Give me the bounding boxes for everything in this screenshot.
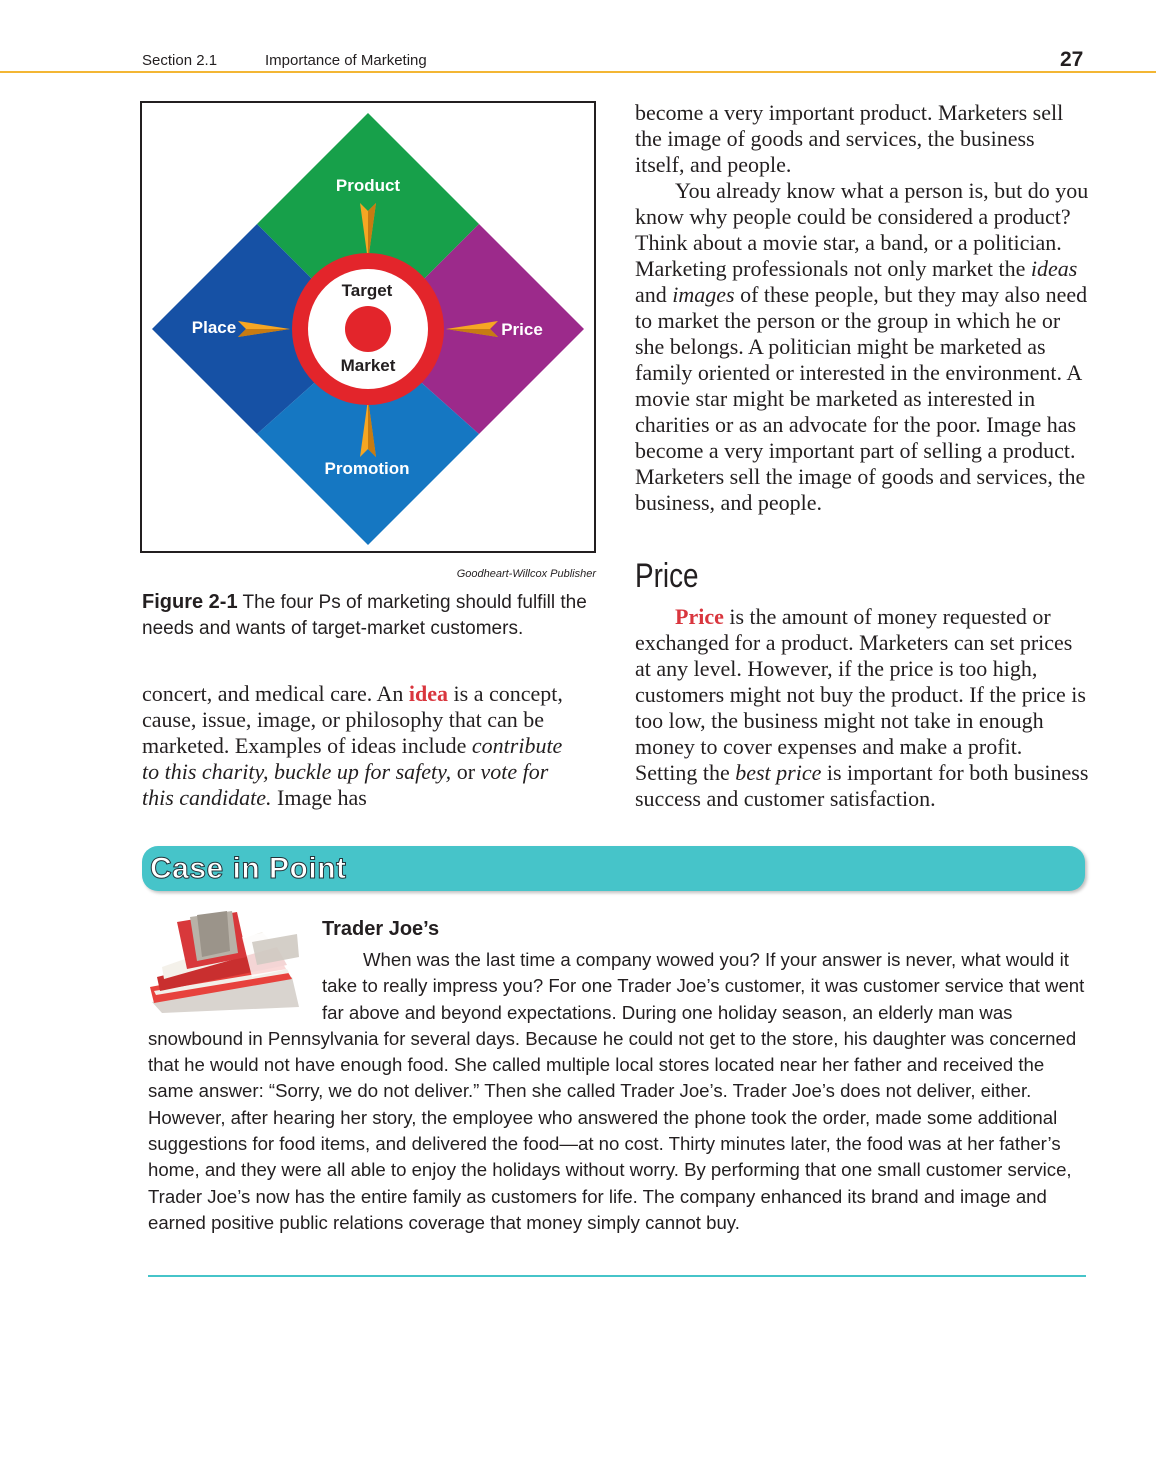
figure-four-ps [140,101,596,553]
price-heading: Price [635,557,699,595]
figure-caption-label: Figure 2-1 [142,591,238,613]
label-price: Price [501,320,543,339]
label-target: Target [341,281,393,300]
term-idea: idea [408,681,449,706]
price-paragraph: Price is the amount of money requested or exchanged for a product. Marketers can set prices at any level. However, if the price is too high, customers might not buy the product. If the price is too low, the business might not take in enough money to cover expenses and make a profit. Setting the best price is important for both business success and customer satisfaction. [635,604,1089,811]
case-bottom-rule [148,1275,1086,1277]
figure-caption [142,589,602,642]
page-number: 27 [1060,48,1084,71]
people-paragraph: You already know what a person is, but do you know why people could be considered a product? Think about a movie star, a band, or a politician. Marketing professionals not only market the ideas and images of these people, but they may also need to market the person or the group in which he or she belongs. A politician might be marketed as family oriented or interested in the environment. A movie star might be marketed as interested in charities or as an advocate for the poor. Image has become a very important part of selling a product. Marketers sell the image of goods and services, the business, and people. [635,178,1089,515]
header-rule [0,71,1156,73]
price-section [635,604,1089,812]
case-in-point-title: Case in Point [150,852,347,885]
section-number: Section 2.1 [142,52,218,69]
label-product: Product [335,176,401,195]
section-title: Importance of Marketing [265,52,427,69]
case-title: Trader Joe’s [322,918,440,940]
case-body [148,947,1088,1236]
label-place: Place [191,318,237,337]
idea-paragraph: concert, and medical care. An idea is a concept, cause, issue, image, or philosophy that can be marketed. Examples of ideas include contribute to this charity, buckle up for safety, or vote for this candidate. Image has [142,681,563,810]
four-ps-diagram [140,101,596,553]
figure-caption-text: The four Ps of marketing should fulfill the needs and wants of target-market customers. [142,592,587,639]
figure-credit: Goodheart-Willcox Publisher [456,568,596,580]
left-column-text [142,681,582,811]
right-column-text [635,100,1089,516]
image-paragraph-end: become a very important product. Marketers sell the image of goods and services, the business itself, and people. [635,100,1064,177]
case-paragraph: When was the last time a company wowed you? If your answer is never, what would it take to really impress you? For one Trader Joe’s customer, it was customer service that went far above and beyond expectations. During one holiday season, an elderly man was snowbound in Pennsylvania for several days. Because he could not get to the store, his daughter was concerned that he would not have enough food. She called multiple local stores located near her father and received the same answer: “Sorry, we do not deliver.” Then she called Trader Joe’s. Trader Joe’s does not deliver, either. However, after hearing her story, the employee who answered the phone took the order, made some additional suggestions for food items, and delivered the food—at no cost. Thirty minutes later, the food was at her father’s home, and they were all able to enjoy the holidays without worry. By performing that one small customer service, Trader Joe’s now has the entire family as customers for life. The company enhanced its brand and image and earned positive public relations coverage that money simply cannot buy. [148,949,1085,1233]
label-promotion: Promotion [324,459,410,478]
bullseye-icon [345,306,391,352]
label-market: Market [340,356,396,375]
term-price: Price [675,604,724,629]
